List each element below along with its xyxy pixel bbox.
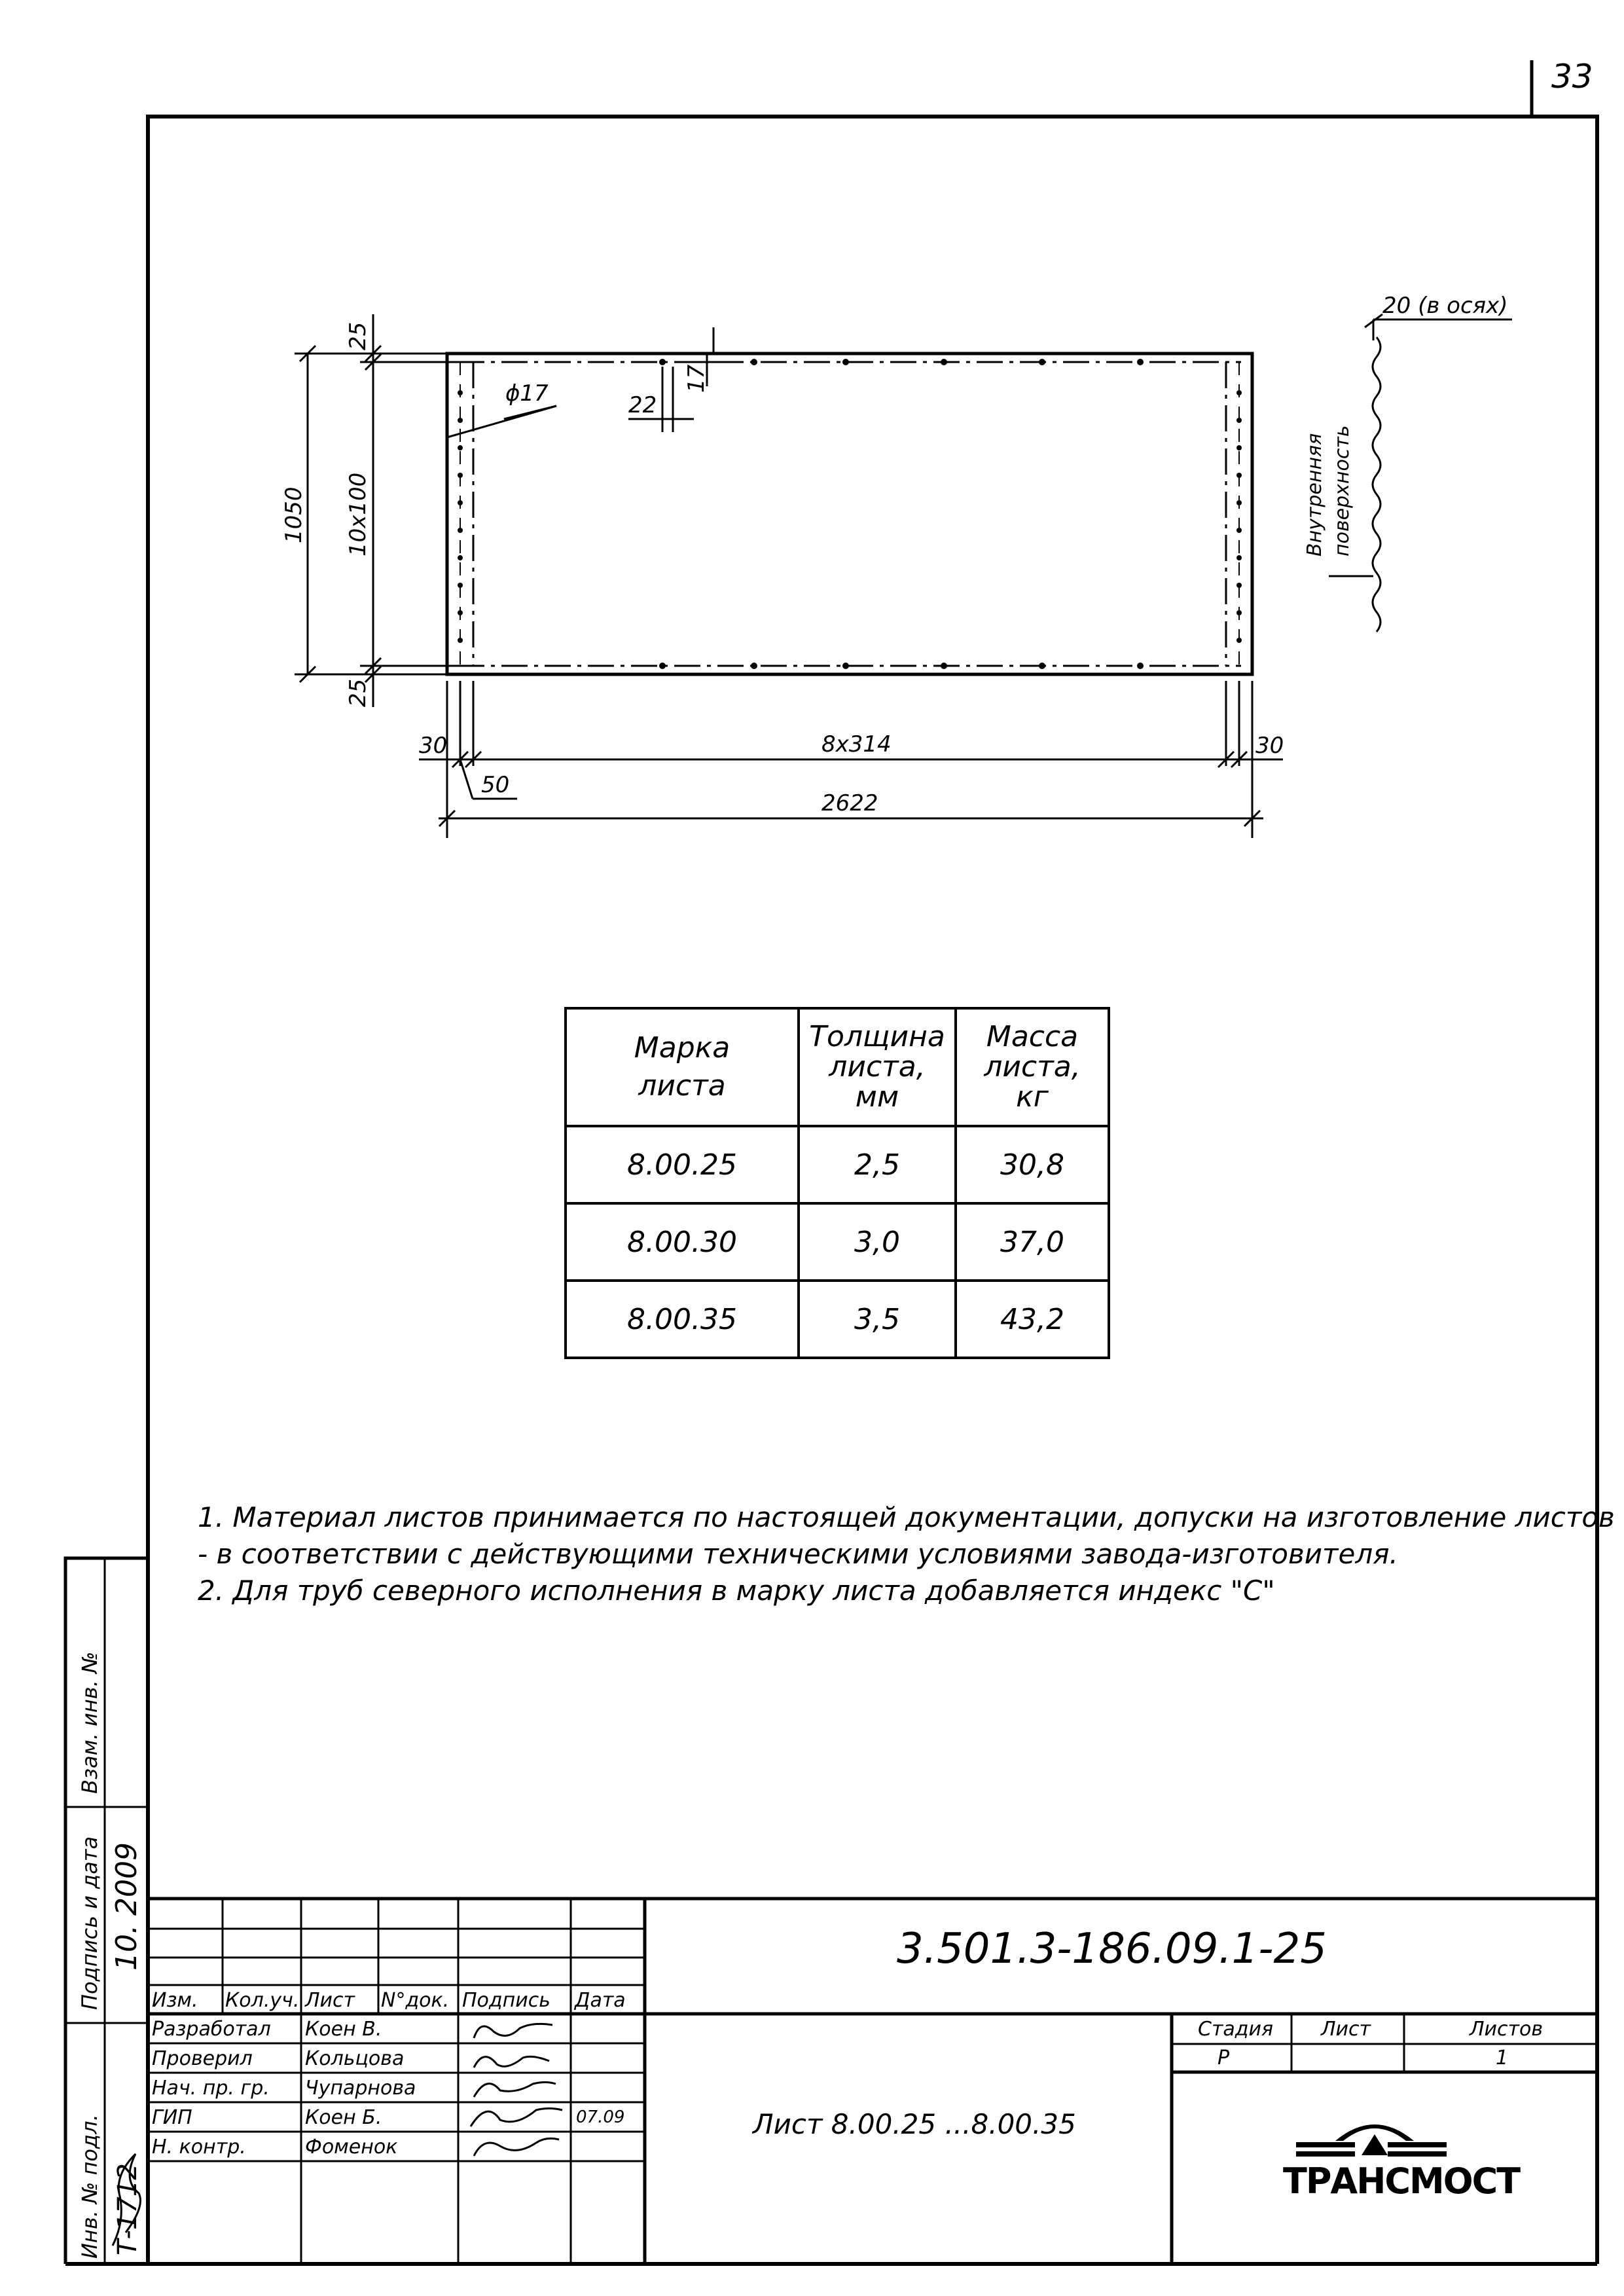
col-izm: Изм. — [152, 1989, 198, 2012]
staff-name: Коен Б. — [305, 2106, 382, 2129]
dim-total-length: 2622 — [821, 790, 878, 816]
side-vzam-inv: Взам. инв. № — [77, 1651, 102, 1794]
staff-role: Н. контр. — [152, 2136, 246, 2159]
table-cell: 3,0 — [799, 1203, 956, 1281]
stage-label: Стадия — [1198, 2018, 1274, 2041]
note-line: 1. Материал листов принимается по настоящей документации, допуски на изготовление листов — [198, 1501, 1615, 1533]
section-label: 20 (в осях) — [1382, 293, 1508, 319]
header-line: кг — [1016, 1080, 1049, 1114]
table-cell: 2,5 — [799, 1126, 956, 1203]
staff-name: Коен В. — [305, 2018, 382, 2041]
table-cell: 3,5 — [799, 1281, 956, 1358]
header-line: листа — [638, 1069, 726, 1102]
dim-total-height: 1050 — [281, 486, 307, 543]
staff-name: Чупарнова — [305, 2077, 416, 2100]
staff-role: Проверил — [152, 2047, 253, 2070]
header-line: мм — [855, 1080, 899, 1114]
col-data: Дата — [575, 1989, 626, 2012]
col-list: Лист — [305, 1989, 355, 2012]
sheet-label: Лист — [1321, 2018, 1371, 2041]
table-cell: 8.00.35 — [566, 1281, 799, 1358]
table-cell: 30,8 — [956, 1126, 1109, 1203]
company-name: ТРАНСМОСТ — [1283, 2160, 1520, 2202]
dim-17: 17 — [683, 364, 710, 393]
dim-hole-diameter: ϕ17 — [505, 380, 549, 407]
note-line: - в соответствии с действующими техническими условиями завода-изготовителя. — [198, 1538, 1398, 1570]
signatures — [461, 2015, 569, 2162]
dim-hole-pitch-horizontal: 8x314 — [821, 731, 892, 757]
side-inv-value: Т-1712 — [113, 2163, 143, 2255]
header-line: Масса — [986, 1020, 1079, 1053]
header-line: листа, — [829, 1050, 926, 1084]
dim-50: 50 — [481, 772, 510, 798]
col-podpis: Подпись — [462, 1989, 550, 2012]
dim-hole-pitch-vertical: 10x100 — [345, 472, 371, 556]
col-kol-uch: Кол.уч. — [225, 1989, 300, 2012]
sheets-value: 1 — [1496, 2047, 1509, 2069]
sheet-title: Лист 8.00.25 ...8.00.35 — [753, 2108, 1076, 2140]
table-cell: 8.00.25 — [566, 1126, 799, 1203]
staff-name: Фоменок — [305, 2136, 398, 2159]
header-line: листа, — [984, 1050, 1081, 1084]
dim-right-30: 30 — [1255, 733, 1284, 759]
staff-role: ГИП — [152, 2106, 192, 2129]
side-inv-podl: Инв. № подл. — [77, 2114, 102, 2259]
dim-edge-bottom: 25 — [345, 678, 371, 707]
sheets-label: Листов — [1470, 2018, 1543, 2041]
stage-value: Р — [1218, 2047, 1230, 2069]
staff-role: Разработал — [152, 2018, 271, 2041]
side-podpis-data: Подпись и дата — [77, 1836, 102, 2010]
staff-role: Нач. пр. гр. — [152, 2077, 270, 2100]
dim-edge-top: 25 — [345, 321, 371, 350]
inner-surface-line1: Внутренняя — [1303, 433, 1326, 556]
staff-name: Кольцова — [305, 2047, 405, 2070]
dim-left-30: 30 — [419, 733, 448, 759]
table-cell: 37,0 — [956, 1203, 1109, 1281]
table-cell: 8.00.30 — [566, 1203, 799, 1281]
header-line: Толщина — [809, 1020, 945, 1053]
side-date-value: 10. 2009 — [110, 1842, 143, 1971]
header-line: Марка — [634, 1031, 731, 1065]
dim-22: 22 — [628, 392, 657, 418]
table-cell: 43,2 — [956, 1281, 1109, 1358]
col-n-dok: N°док. — [381, 1989, 450, 2012]
note-line: 2. Для труб северного исполнения в марку листа добавляется индекс "С" — [198, 1575, 1275, 1607]
inner-surface-line2: поверхность — [1331, 425, 1354, 556]
designation: 3.501.3-186.09.1-25 — [897, 1925, 1327, 1973]
staff-date: 07.09 — [576, 2107, 625, 2127]
sheet-number: 33 — [1551, 58, 1593, 96]
